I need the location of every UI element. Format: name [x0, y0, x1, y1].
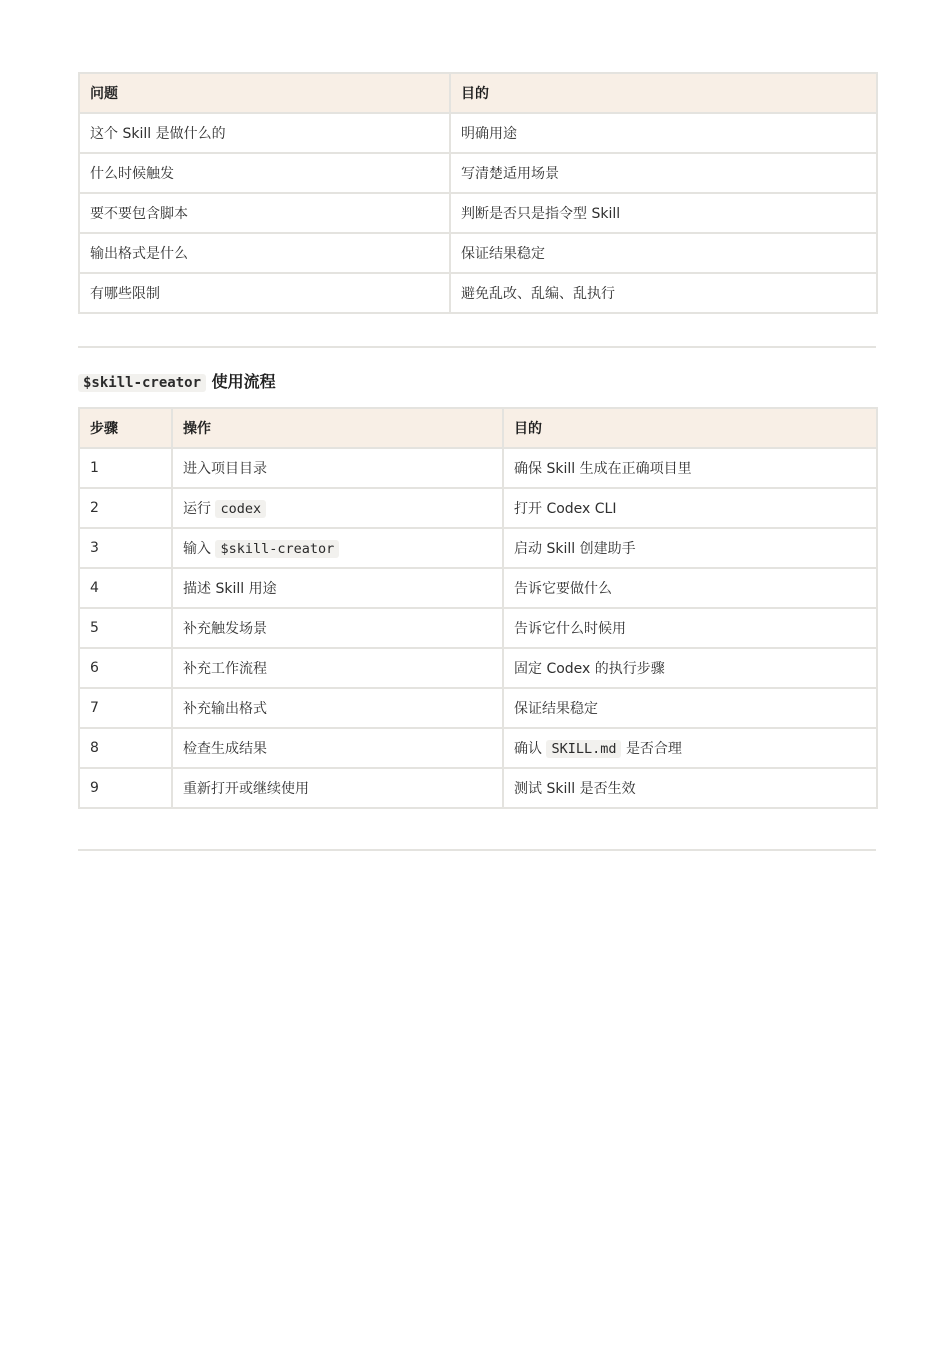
question-cell: 要不要包含脚本 — [79, 193, 450, 233]
inline-code: codex — [215, 500, 266, 518]
step-cell: 9 — [79, 768, 172, 808]
purpose-cell: 固定 Codex 的执行步骤 — [503, 648, 877, 688]
question-cell: 这个 Skill 是做什么的 — [79, 113, 450, 153]
purpose-text: 确认 — [514, 741, 542, 757]
purpose-cell: 测试 Skill 是否生效 — [503, 768, 877, 808]
header-question: 问题 — [79, 73, 450, 113]
purpose-cell — [503, 728, 877, 768]
header-purpose: 目的 — [503, 408, 877, 448]
question-cell: 有哪些限制 — [79, 273, 450, 313]
inline-code: $skill-creator — [215, 540, 339, 558]
purpose-cell: 告诉它要做什么 — [503, 568, 877, 608]
action-cell: 进入项目目录 — [172, 448, 503, 488]
divider — [78, 346, 876, 348]
action-text: 运行 — [183, 501, 211, 517]
purpose-text: 是否合理 — [625, 741, 682, 757]
table-row — [79, 193, 877, 233]
purpose-cell: 避免乱改、乱编、乱执行 — [450, 273, 877, 313]
inline-code: $skill-creator — [78, 374, 206, 392]
table-row — [79, 528, 877, 568]
action-cell — [172, 528, 503, 568]
step-cell: 7 — [79, 688, 172, 728]
table-row — [79, 448, 877, 488]
purpose-cell: 告诉它什么时候用 — [503, 608, 877, 648]
table-row — [79, 728, 877, 768]
purpose-cell: 保证结果稳定 — [503, 688, 877, 728]
purpose-cell: 打开 Codex CLI — [503, 488, 877, 528]
table-row — [79, 233, 877, 273]
purpose-cell: 明确用途 — [450, 113, 877, 153]
step-cell: 3 — [79, 528, 172, 568]
action-cell: 描述 Skill 用途 — [172, 568, 503, 608]
table-row — [79, 768, 877, 808]
table-row — [79, 688, 877, 728]
action-cell — [172, 488, 503, 528]
question-cell: 什么时候触发 — [79, 153, 450, 193]
header-action: 操作 — [172, 408, 503, 448]
table-row — [79, 153, 877, 193]
question-cell: 输出格式是什么 — [79, 233, 450, 273]
action-cell: 补充输出格式 — [172, 688, 503, 728]
table-row — [79, 608, 877, 648]
purpose-cell: 判断是否只是指令型 Skill — [450, 193, 877, 233]
step-cell: 5 — [79, 608, 172, 648]
divider — [78, 849, 876, 851]
section-heading — [78, 370, 276, 395]
action-cell: 补充触发场景 — [172, 608, 503, 648]
header-step: 步骤 — [79, 408, 172, 448]
steps-table — [78, 407, 878, 809]
action-text: 输入 — [183, 541, 211, 557]
purpose-cell: 确保 Skill 生成在正确项目里 — [503, 448, 877, 488]
step-cell: 1 — [79, 448, 172, 488]
table-row — [79, 568, 877, 608]
action-cell: 重新打开或继续使用 — [172, 768, 503, 808]
action-cell: 补充工作流程 — [172, 648, 503, 688]
step-cell: 8 — [79, 728, 172, 768]
purpose-cell: 写清楚适用场景 — [450, 153, 877, 193]
purpose-cell: 启动 Skill 创建助手 — [503, 528, 877, 568]
table-row — [79, 273, 877, 313]
section-title: 使用流程 — [211, 372, 276, 391]
step-cell: 6 — [79, 648, 172, 688]
purpose-cell: 保证结果稳定 — [450, 233, 877, 273]
questions-table — [78, 72, 878, 314]
header-purpose: 目的 — [450, 73, 877, 113]
table-row — [79, 648, 877, 688]
table-row — [79, 113, 877, 153]
step-cell: 4 — [79, 568, 172, 608]
step-cell: 2 — [79, 488, 172, 528]
table-header-row — [79, 73, 877, 113]
action-cell: 检查生成结果 — [172, 728, 503, 768]
inline-code: SKILL.md — [546, 740, 621, 758]
table-row — [79, 488, 877, 528]
table-header-row — [79, 408, 877, 448]
